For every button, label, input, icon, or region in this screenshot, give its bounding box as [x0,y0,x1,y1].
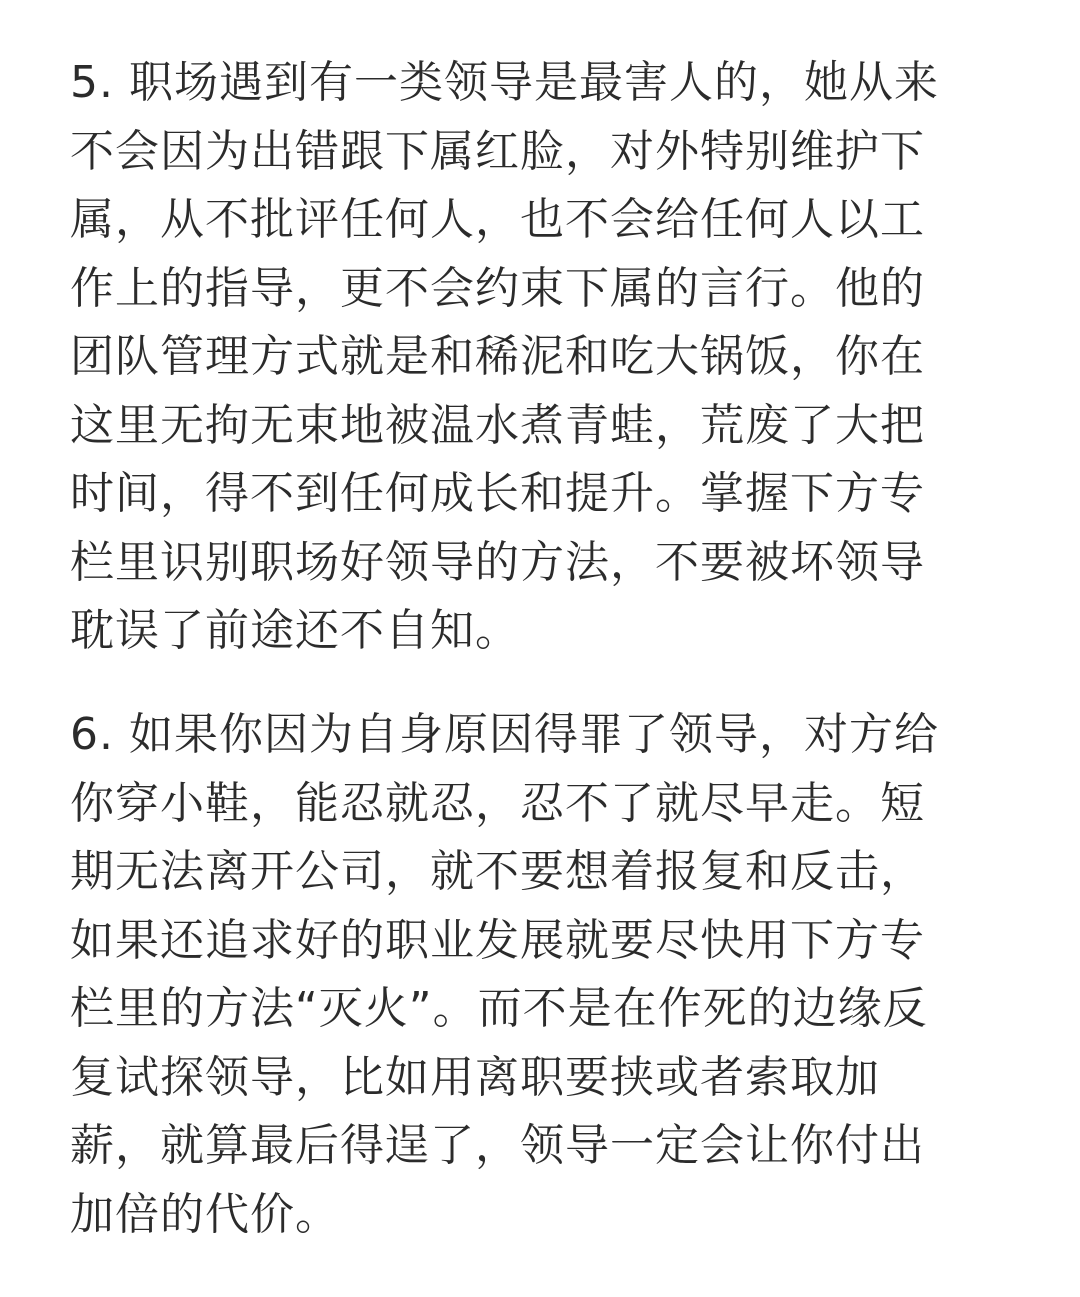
paragraph-5 [70,49,1010,666]
text-line: 这里无拘无束地被温水煮青蛙，荒废了大把 [70,399,925,451]
text-line: 6. 如果你因为自身原因得罪了领导，对方给 [70,709,939,760]
text-line: 耽误了前途还不自知。 [70,605,520,656]
text-line: 属，从不批评任何人，也不会给任何人以工 [70,194,925,245]
text-line: 栏里识别职场好领导的方法，不要被坏领导 [70,536,925,588]
text-line: 薪，就算最后得逞了，领导一定会让你付出 [70,1120,925,1171]
text-line: 5. 职场遇到有一类领导是最害人的，她从来 [70,57,939,108]
text-line: 团队管理方式就是和稀泥和吃大锅饭，你在 [70,331,925,382]
text-line: 加倍的代价。 [70,1188,340,1240]
text-line: 期无法离开公司，就不要想着报复和反击， [70,846,925,897]
paragraph-6 [70,701,1010,1249]
text-line: 栏里的方法“灭火”。而不是在作死的边缘反 [70,983,928,1034]
text-line: 作上的指导，更不会约束下属的言行。他的 [70,262,925,314]
text-line: 复试探领导，比如用离职要挟或者索取加 [70,1051,880,1103]
text-line: 如果还追求好的职业发展就要尽快用下方专 [70,914,925,966]
text-line: 时间，得不到任何成长和提升。掌握下方专 [70,468,925,519]
text-line: 你穿小鞋，能忍就忍，忍不了就尽早走。短 [70,777,925,829]
text-line: 不会因为出错跟下属红脸，对外特别维护下 [70,125,925,177]
